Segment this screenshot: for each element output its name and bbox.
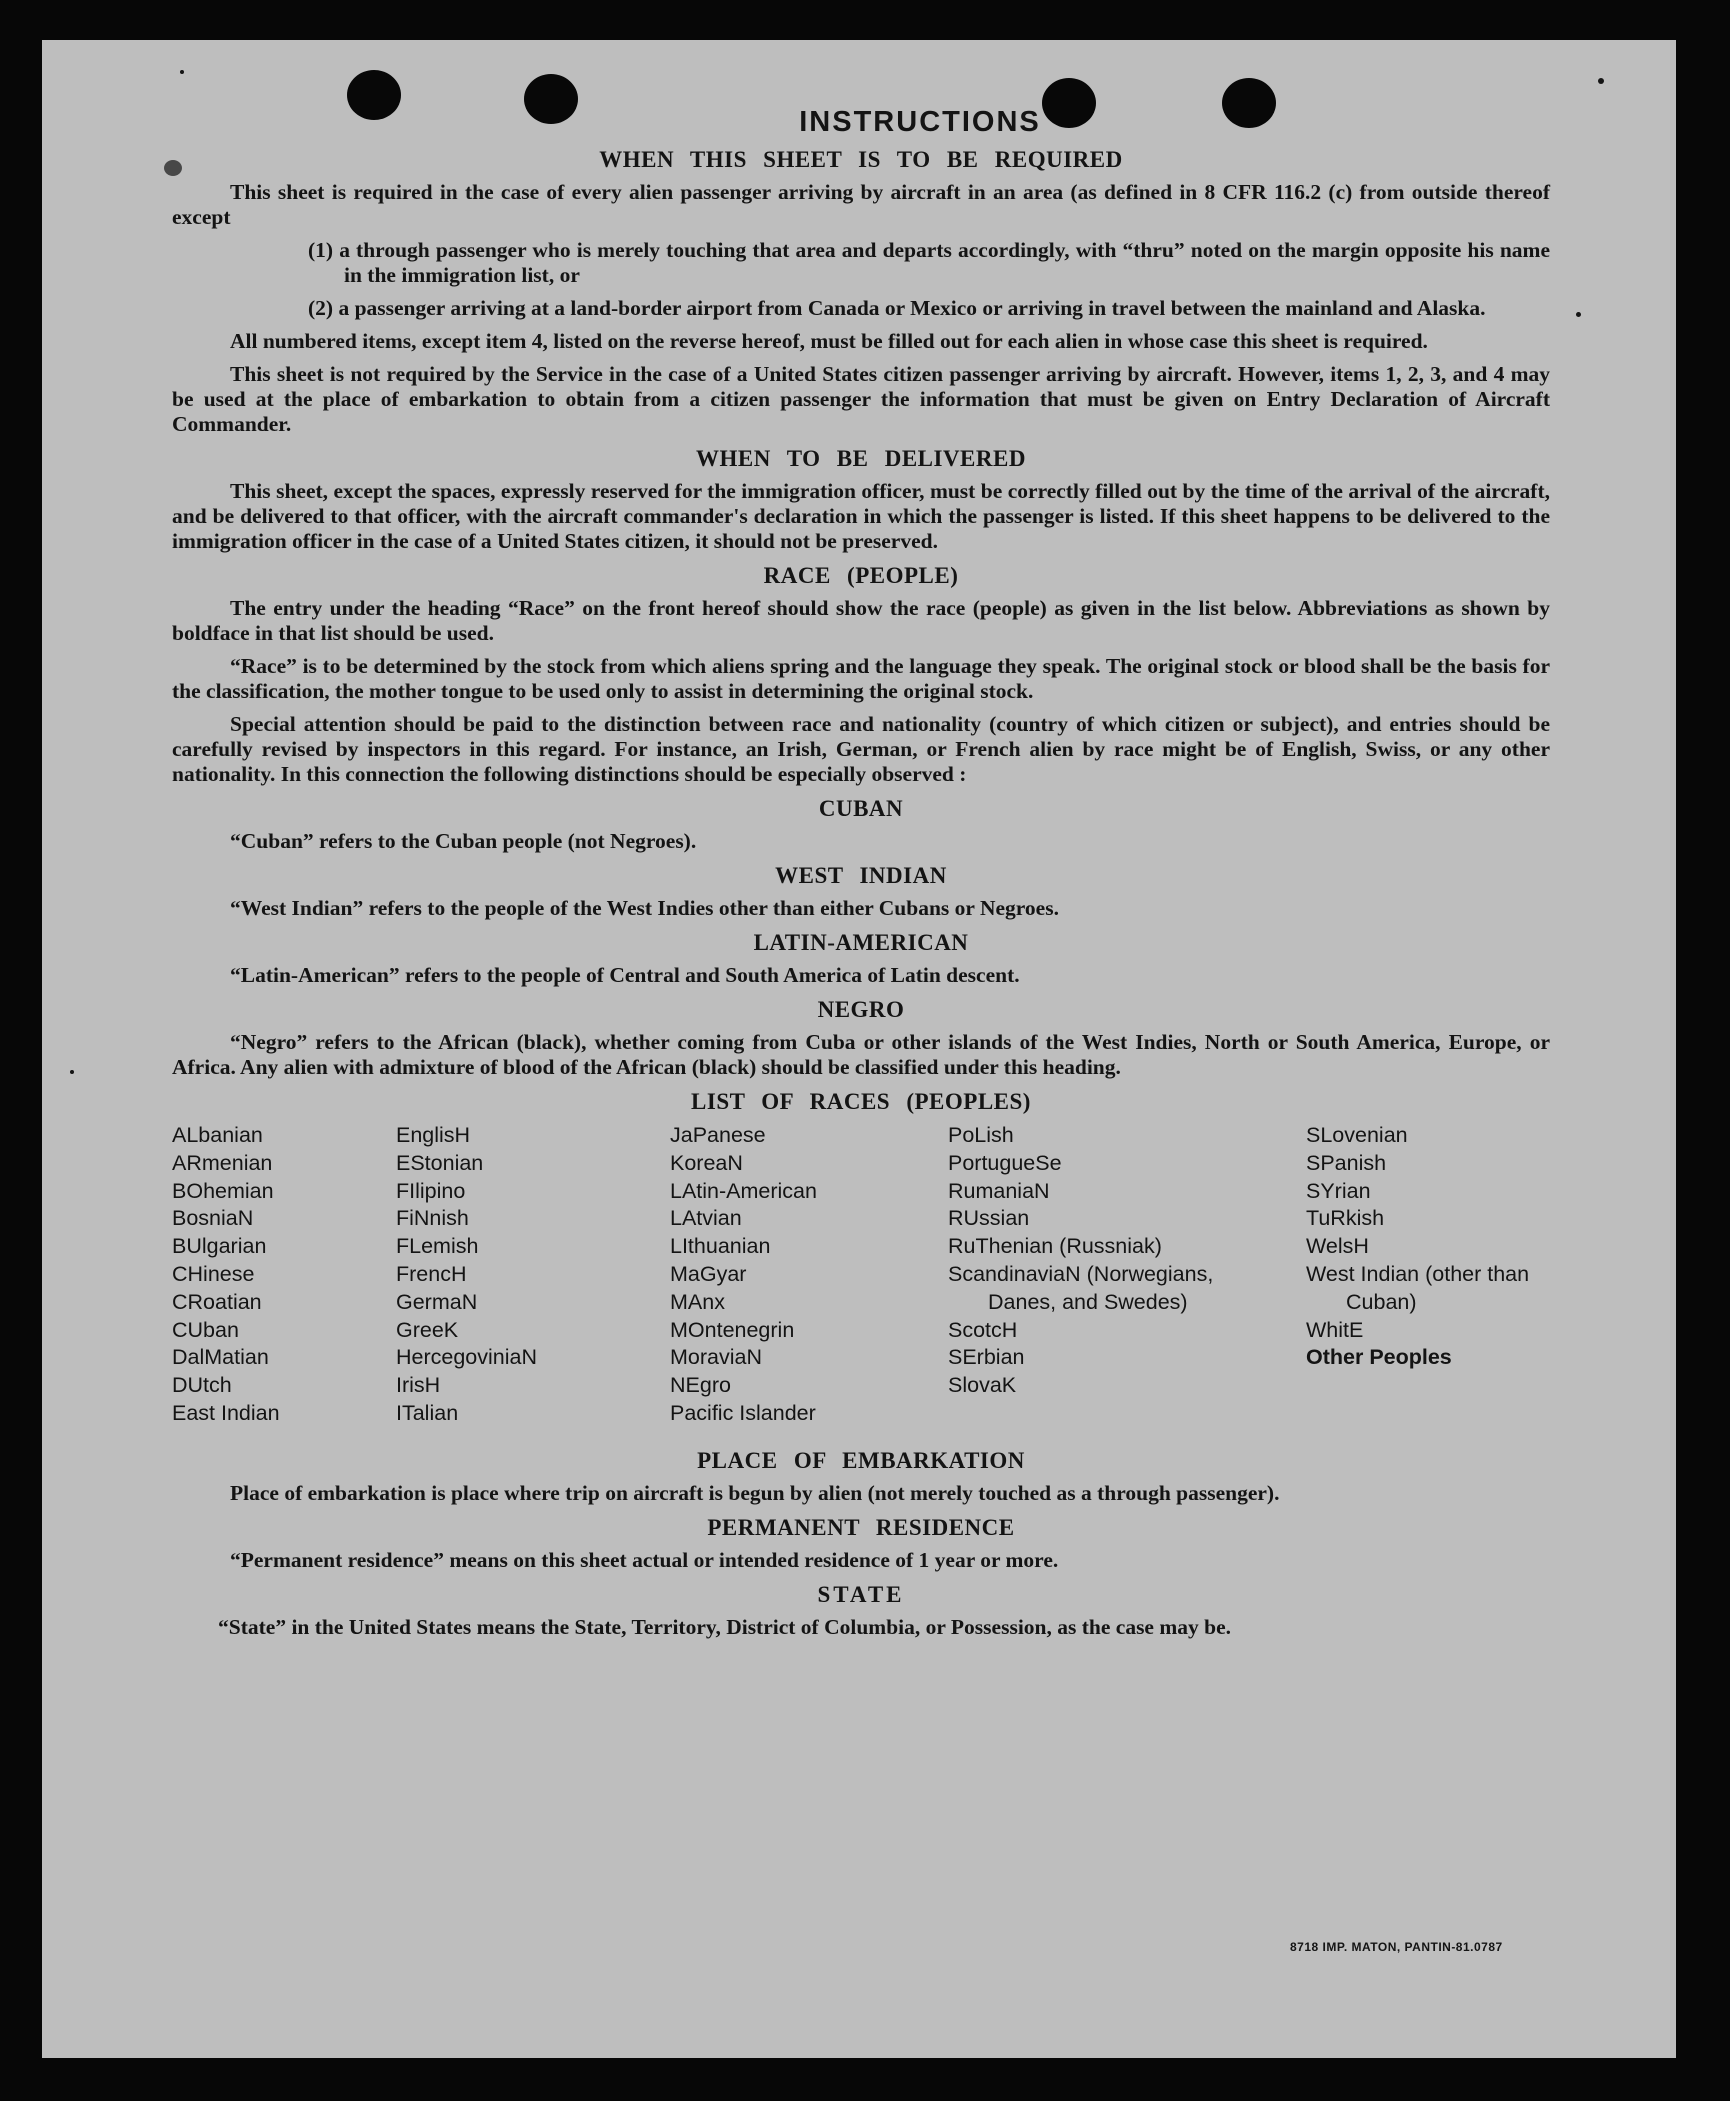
race-entry: SLovenian [1306, 1123, 1408, 1147]
section-heading-west-indian: WEST INDIAN [775, 863, 947, 888]
race-entry: KoreaN [670, 1150, 743, 1175]
race-list [172, 1122, 1550, 1440]
section-heading-state: STATE [817, 1582, 905, 1607]
race-entry: LAtvian [670, 1206, 742, 1231]
ink-speck [180, 70, 184, 74]
race-entry: FrencH [396, 1261, 467, 1286]
paragraph-race-stock: “Race” is to be determined by the stock from which aliens spring and the language they speak. The original stock or blood shall be the basis for the classification, the mother tongue to be used only to assist in determining the original stock. [172, 654, 1550, 703]
list-item-land-border: (2) a passenger arriving at a land-border airport from Canada or Mexico or arriving in travel between the mainland and Alaska. [308, 296, 1486, 320]
section-heading-cuban: CUBAN [818, 796, 904, 821]
race-entry: ScandinaviaN (Norwegians, Danes, and Swedes) [948, 1261, 1214, 1314]
paragraph-required-intro: This sheet is required in the case of every alien passenger arriving by aircraft in an area (as defined in 8 CFR 116.2 (c) from outside thereof except [172, 180, 1550, 229]
race-entry: East Indian [172, 1400, 280, 1425]
race-entry: RumaniaN [948, 1178, 1050, 1203]
race-entry: TuRkish [1306, 1206, 1385, 1231]
list-item-through-passenger: (1) a through passenger who is merely touching that area and departs accordingly, with “thru” noted on the margin opposite his name in the immigration list, or [308, 238, 1550, 287]
paragraph-citizen: This sheet is not required by the Service in the case of a United States citizen passenger arriving by aircraft. However, items 1, 2, 3, and 4 may be used at the place of embarkation to obtain from a citizen passenger the information that must be given on Entry Declaration of Aircraft Commander. [172, 362, 1550, 436]
section-heading-list-of-races: LIST OF RACES (PEOPLES) [691, 1089, 1031, 1114]
ink-speck [1576, 312, 1581, 317]
paragraph-embarkation: Place of embarkation is place where trip on aircraft is begun by alien (not merely touched as a through passenger). [230, 1481, 1280, 1505]
race-entry: GermaN [396, 1289, 478, 1314]
paragraph-race-entry: The entry under the heading “Race” on the front hereof should show the race (people) as given in the list below. Abbreviations as shown by boldface in that list should be used. [172, 596, 1550, 645]
race-entry: BUlgarian [172, 1234, 267, 1259]
race-entry: WelsH [1306, 1234, 1369, 1259]
race-entry: MaGyar [670, 1261, 747, 1286]
race-entry: ALbanian [172, 1123, 263, 1147]
race-entry: ScotcH [948, 1317, 1018, 1342]
page-title: INSTRUCTIONS [799, 106, 1041, 138]
race-column [948, 1122, 1248, 1400]
race-entry: FLemish [396, 1234, 479, 1259]
race-entry: RuThenian (Russniak) [948, 1234, 1162, 1259]
race-entry: RUssian [948, 1206, 1030, 1231]
printer-imprint: 8718 IMP. MATON, PANTIN-81.0787 [1290, 1940, 1503, 1954]
race-entry: DUtch [172, 1373, 232, 1398]
race-entry: NEgro [670, 1373, 731, 1398]
race-entry: CRoatian [172, 1289, 262, 1314]
race-entry: IrisH [396, 1373, 441, 1398]
race-entry: LIthuanian [670, 1234, 771, 1259]
race-entry: MAnx [670, 1289, 725, 1314]
race-column [670, 1122, 900, 1428]
race-entry: BosniaN [172, 1206, 254, 1231]
race-column [1306, 1122, 1550, 1372]
race-entry: SYrian [1306, 1178, 1371, 1203]
instructions-body [172, 106, 1550, 1648]
section-heading-negro: NEGRO [817, 997, 905, 1022]
section-heading-latin-american: LATIN-AMERICAN [753, 930, 969, 955]
section-heading-when-delivered: WHEN TO BE DELIVERED [696, 446, 1026, 471]
race-entry: ARmenian [172, 1150, 273, 1175]
race-entry: EnglisH [396, 1123, 471, 1147]
race-entry: WhitE [1306, 1317, 1364, 1342]
paragraph-state: “State” in the United States means the State, Territory, District of Columbia, or Possession, as the case may be. [218, 1615, 1232, 1639]
race-entry: MoraviaN [670, 1345, 762, 1370]
race-entry: PortugueSe [948, 1150, 1062, 1175]
race-entry: LAtin-American [670, 1178, 817, 1203]
race-entry: FiNnish [396, 1206, 469, 1231]
race-entry: CHinese [172, 1261, 255, 1286]
ink-speck [1598, 78, 1604, 84]
race-entry: HercegoviniaN [396, 1345, 538, 1370]
race-entry: Other Peoples [1306, 1345, 1452, 1370]
race-entry: SErbian [948, 1345, 1025, 1370]
race-entry: SlovaK [948, 1373, 1017, 1398]
paragraph-latin-american: “Latin-American” refers to the people of Central and South America of Latin descent. [230, 963, 1020, 987]
race-entry: DalMatian [172, 1345, 269, 1370]
race-column [172, 1122, 372, 1428]
race-entry: ITalian [396, 1400, 459, 1425]
race-entry: EStonian [396, 1150, 484, 1175]
race-entry: CUban [172, 1317, 239, 1342]
race-entry: MOntenegrin [670, 1317, 795, 1342]
paragraph-delivery: This sheet, except the spaces, expressly reserved for the immigration officer, must be correctly filled out by the time of the arrival of the aircraft, and be delivered to that officer, with the aircraft commander's declaration in which the passenger is listed. If this sheet happens to be delivered to the immigration officer in the case of a United States citizen, it should not be preserved. [172, 479, 1550, 553]
paragraph-numbered-items: All numbered items, except item 4, listed on the reverse hereof, must be filled out for each alien in whose case this sheet is required. [230, 329, 1428, 353]
race-entry: FIlipino [396, 1178, 466, 1203]
race-entry: BOhemian [172, 1178, 274, 1203]
section-heading-permanent-residence: PERMANENT RESIDENCE [707, 1515, 1015, 1540]
paragraph-race-nationality: Special attention should be paid to the distinction between race and nationality (country of which citizen or subject), and entries should be carefully revised by inspectors in this regard. For instance, an Irish, German, or French alien by race might be of English, Swiss, or any other nationality. In this connection the following distinctions should be especially observed : [172, 712, 1550, 786]
section-heading-when-required: WHEN THIS SHEET IS TO BE REQUIRED [599, 147, 1123, 172]
section-heading-embarkation: PLACE OF EMBARKATION [697, 1448, 1025, 1473]
paragraph-west-indian: “West Indian” refers to the people of the West Indies other than either Cubans or Negroes. [230, 896, 1059, 920]
paragraph-permanent-residence: “Permanent residence” means on this sheet actual or intended residence of 1 year or more. [230, 1548, 1059, 1572]
race-column [396, 1122, 596, 1428]
paragraph-cuban: “Cuban” refers to the Cuban people (not Negroes). [230, 829, 697, 853]
race-entry: PoLish [948, 1123, 1014, 1147]
race-entry: SPanish [1306, 1150, 1387, 1175]
section-heading-race: RACE (PEOPLE) [763, 563, 959, 588]
paragraph-negro: “Negro” refers to the African (black), whether coming from Cuba or other islands of the West Indies, North or South America, Europe, or Africa. Any alien with admixture of blood of the African (black) should be classified under this heading. [172, 1030, 1550, 1079]
race-entry: West Indian (other than Cuban) [1306, 1261, 1530, 1314]
race-entry: GreeK [396, 1317, 459, 1342]
race-entry: JaPanese [670, 1123, 766, 1147]
ink-speck [70, 1070, 74, 1074]
race-entry: Pacific Islander [670, 1400, 816, 1425]
